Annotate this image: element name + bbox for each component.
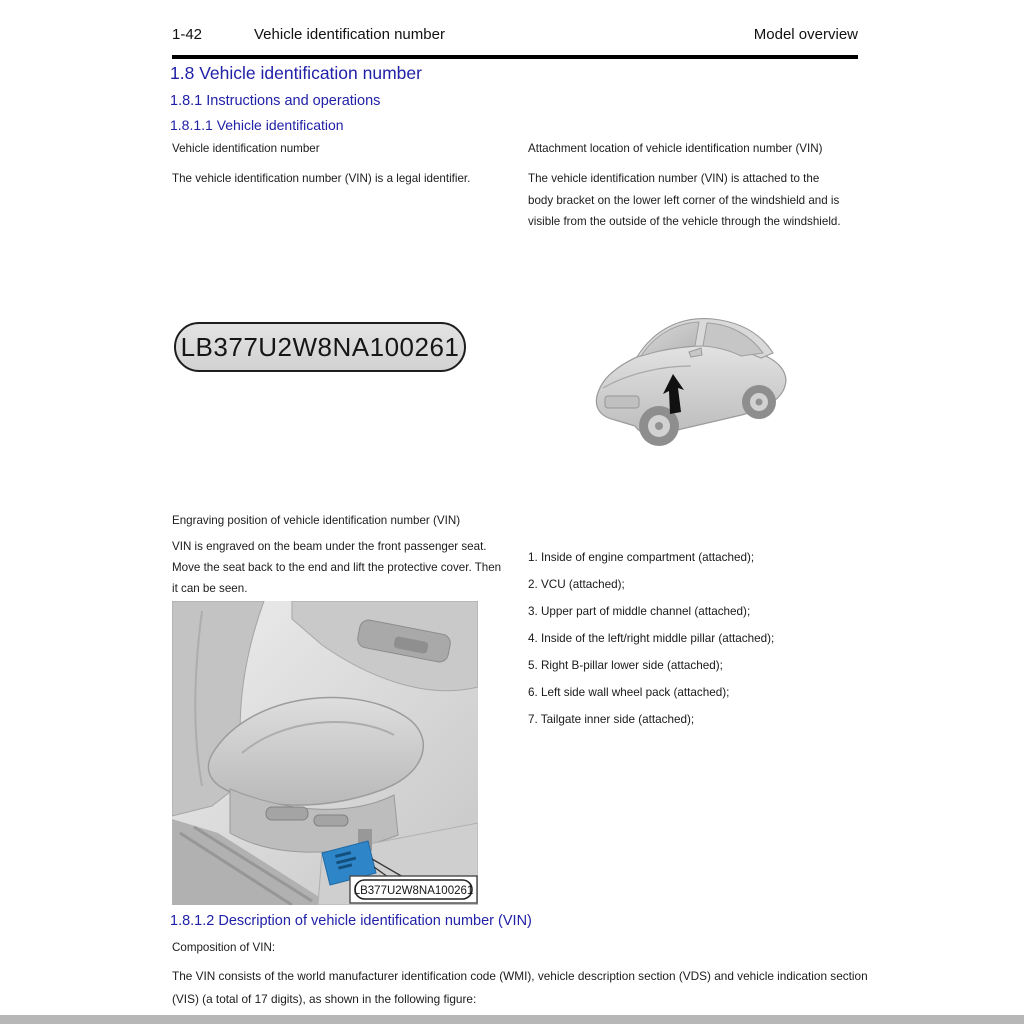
engraving-paragraph: VIN is engraved on the beam under the front passenger seat. Move the seat back to the end and lift the protective cover. Then it can be seen. (172, 540, 502, 595)
seat-illustration (172, 601, 478, 905)
attachment-paragraph: The vehicle identification number (VIN) is attached to the body bracket on the lower left corner of the windshield and is visible from the outside of the vehicle through the windshield. (528, 172, 841, 228)
heading-1-8-1-1: 1.8.1.1 Vehicle identification (170, 117, 344, 133)
list-item: 4. Inside of the left/right middle pillar (attached); (528, 632, 775, 645)
car-vin-location-figure (583, 296, 801, 456)
attachment-locations-list (528, 551, 868, 740)
heading-1-8-1-2: 1.8.1.2 Description of vehicle identification number (VIN) (170, 913, 532, 929)
seat-adjust-button (314, 815, 348, 826)
list-item: 6. Left side wall wheel pack (attached); (528, 686, 730, 699)
page-number: 1-42 (172, 26, 203, 43)
front-wheel-hub (655, 422, 663, 430)
header-rule (172, 55, 858, 59)
seat-vin-engraving-figure (172, 601, 478, 905)
heading-1-8: 1.8 Vehicle identification number (170, 63, 422, 83)
vin-composition-paragraph: The VIN consists of the world manufacturer identification code (WMI), vehicle description section (VDS) and vehicle indication section (VIS) (a total of 17 digits), as shown in the following figure: (172, 969, 868, 1006)
seat-vin-callout-text: LB377U2W8NA100261 (353, 885, 474, 897)
vin-plate-figure (174, 322, 466, 372)
bottom-figure-edge (0, 1015, 1024, 1024)
car-illustration (583, 296, 801, 456)
list-item: 2. VCU (attached); (528, 578, 625, 591)
vin-legal-paragraph: The vehicle identification number (VIN) is a legal identifier. (172, 172, 471, 185)
attachment-location-label: Attachment location of vehicle identification number (VIN) (528, 142, 823, 155)
engraving-position-label: Engraving position of vehicle identification number (VIN) (172, 514, 461, 527)
list-item: 1. Inside of engine compartment (attached); (528, 551, 755, 564)
list-item: 5. Right B-pillar lower side (attached); (528, 659, 723, 672)
header-section-title: Vehicle identification number (254, 26, 445, 43)
page-header (172, 26, 858, 43)
rear-wheel-hub (756, 399, 763, 406)
composition-label: Composition of VIN: (172, 941, 276, 954)
heading-1-8-1: 1.8.1 Instructions and operations (170, 93, 381, 109)
car-grille (605, 396, 639, 408)
seat-adjust-button (266, 807, 308, 820)
vin-plate-text: LB377U2W8NA100261 (180, 331, 460, 362)
list-item: 7. Tailgate inner side (attached); (528, 713, 695, 726)
list-item: 3. Upper part of middle channel (attached); (528, 605, 751, 618)
header-chapter-title: Model overview (753, 26, 858, 43)
vin-number-label: Vehicle identification number (172, 142, 320, 155)
